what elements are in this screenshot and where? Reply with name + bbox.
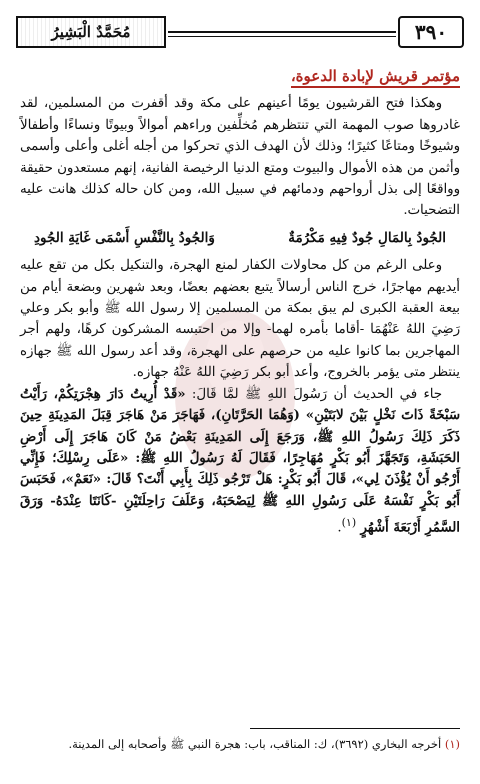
hadith-intro: جاء في الحديث أن رَسُولَ اللهِ ﷺ لمَّا قَالَ: — [191, 386, 442, 402]
footnote-number: (١) — [444, 737, 460, 751]
section-heading-text: مؤتمر قريش لإبادة الدعوة، — [291, 67, 460, 88]
header-divider-thin — [168, 36, 396, 37]
paragraph: وعلى الرغم من كل محاولات الكفار لمنع الهجرة، والتنكيل بكل من تقع عليه أيديهم مهاجرًا، خرج الناس أرسالاً يتبع بعضهم بعضًا، وبعد شهرين وبضعة أيام من بيعة العقبة الكبرى لم يبق بمكة من المسلمين إلا رسول الله ﷺ وأبو بكر وعلي رَضِيَ اللهُ عَنْهُمَا -أقاما بأمره لهما- وإلا من احتبسه المشركون كرهًا، ولهم أجر المهاجرين بما كانوا عليه من حرصهم على الهجرة، وقد أعد رسول الله ﷺ جهازه ينتظر متى يؤمر بالخروج، وأعد أبو بكر رَضِيَ اللهُ عَنْهُ جهازه. — [20, 258, 460, 381]
page-body — [20, 64, 460, 539]
book-title: مُحَمَّدٌ الْبَشِيرُ — [16, 16, 166, 48]
verse-first-hemistich: الجُودُ بِالمَالِ جُودٌ فِيهِ مَكْرُمَةٌ — [288, 229, 446, 246]
hadith-paragraph: جاء في الحديث أن رَسُولَ اللهِ ﷺ لمَّا قَالَ: «قَدْ أُرِيتُ دَارَ هِجْرَتِكُمْ، رَأَيْتُ سَبْخَةً ذَاتَ نَخْلٍ بَيْنَ لابَتَيْنِ» (وَهُمَا الحَرَّتَانِ)، فَهَاجَرَ مَنْ هَاجَرَ قِبَلَ المَدِينَةِ حِينَ ذَكَرَ ذَلِكَ رَسُولُ اللهِ ﷺ، وَرَجَعَ إِلَى المَدِينَةِ بَعْضُ مَنْ كَانَ هَاجَرَ إِلَى أَرْضِ الحَبَشَةِ، وَتَجَهَّزَ أَبُو بَكْرٍ مُهَاجِرًا، فَقَالَ لَهُ رَسُولُ اللهِ ﷺ: «عَلَى رِسْلِكَ؛ فَإِنِّي أَرْجُو أَنْ يُؤْذَنَ لِي»، قَالَ أَبُو بَكْرٍ: هَلْ تَرْجُو ذَلِكَ بِأَبِي أَنْتَ؟ قَالَ: «نَعَمْ»، فَحَبَسَ أَبُو بَكْرٍ نَفْسَهُ عَلَى رَسُولِ اللهِ ﷺ لِيَصْحَبَهُ، وَعَلَفَ رَاحِلَتَيْنِ -كَانَتَا عِنْدَهُ- وَرَقَ السَّمُرِ أَرْبَعَةَ أَشْهُرٍ $^{(١)}$. — [20, 386, 460, 536]
footnote — [20, 736, 460, 752]
hadith-text: «قَدْ أُرِيتُ دَارَ هِجْرَتِكُمْ، رَأَيْتُ سَبْخَةً ذَاتَ نَخْلٍ بَيْنَ لابَتَيْنِ» (وَهُمَا الحَرَّتَانِ)، فَهَاجَرَ مَنْ هَاجَرَ قِبَلَ المَدِينَةِ حِينَ ذَكَرَ ذَلِكَ رَسُولُ اللهِ ﷺ، وَرَجَعَ إِلَى المَدِينَةِ بَعْضُ مَنْ كَانَ هَاجَرَ إِلَى أَرْضِ الحَبَشَةِ، وَتَجَهَّزَ أَبُو بَكْرٍ مُهَاجِرًا، فَقَالَ لَهُ رَسُولُ اللهِ ﷺ: «عَلَى رِسْلِكَ؛ فَإِنِّي أَرْجُو أَنْ يُؤْذَنَ لِي»، قَالَ أَبُو بَكْرٍ: هَلْ تَرْجُو ذَلِكَ بِأَبِي أَنْتَ؟ قَالَ: «نَعَمْ»، فَحَبَسَ أَبُو بَكْرٍ نَفْسَهُ عَلَى رَسُولِ اللهِ ﷺ لِيَصْحَبَهُ، وَعَلَفَ رَاحِلَتَيْنِ -كَانَتَا عِنْدَهُ- وَرَقَ السَّمُرِ أَرْبَعَةَ أَشْهُرٍ — [20, 386, 460, 536]
paragraph: وهكذا فتح القرشيون يومًا أعينهم على مكة وقد أقفرت من المسلمين، لقد غادروها صوب المهمة التي تنتظرهم مُخلِّفين وراءهم أموالاً وبيوتًا ونساءًا وأطفالاً وشيوخًا ومتاعًا كثيرًا؛ وذلك لأن الهدف الذي تحركوا من أجله أغلى وأعلى وأسمى وأثمن من هذه الأموال والبيوت ومتع الدنيا الرخيصة الفانية، إنهم مستعدون حقيقة وواقعًا إلى بذل أرواحهم ودمائهم في سبيل الله، ومن كان حاله كذلك هانت عليه التضحيات. — [20, 96, 460, 219]
verse-second-hemistich: وَالجُودُ بِالنَّفْسِ أَسْمَى غَايَةِ الجُودِ — [34, 229, 215, 246]
poetry-verse — [34, 228, 446, 249]
footnote-marker: (١) — [341, 516, 357, 530]
page-number: ٣٩٠ — [398, 16, 464, 48]
footnote-text: أخرجه البخاري (٣٦٩٢)، ك: المناقب، باب: هجرة النبي ﷺ وأصحابه إلى المدينة. — [68, 737, 442, 751]
header-divider — [168, 31, 396, 33]
footnote-divider — [250, 728, 460, 729]
section-heading — [20, 66, 460, 87]
page-header — [16, 14, 464, 50]
